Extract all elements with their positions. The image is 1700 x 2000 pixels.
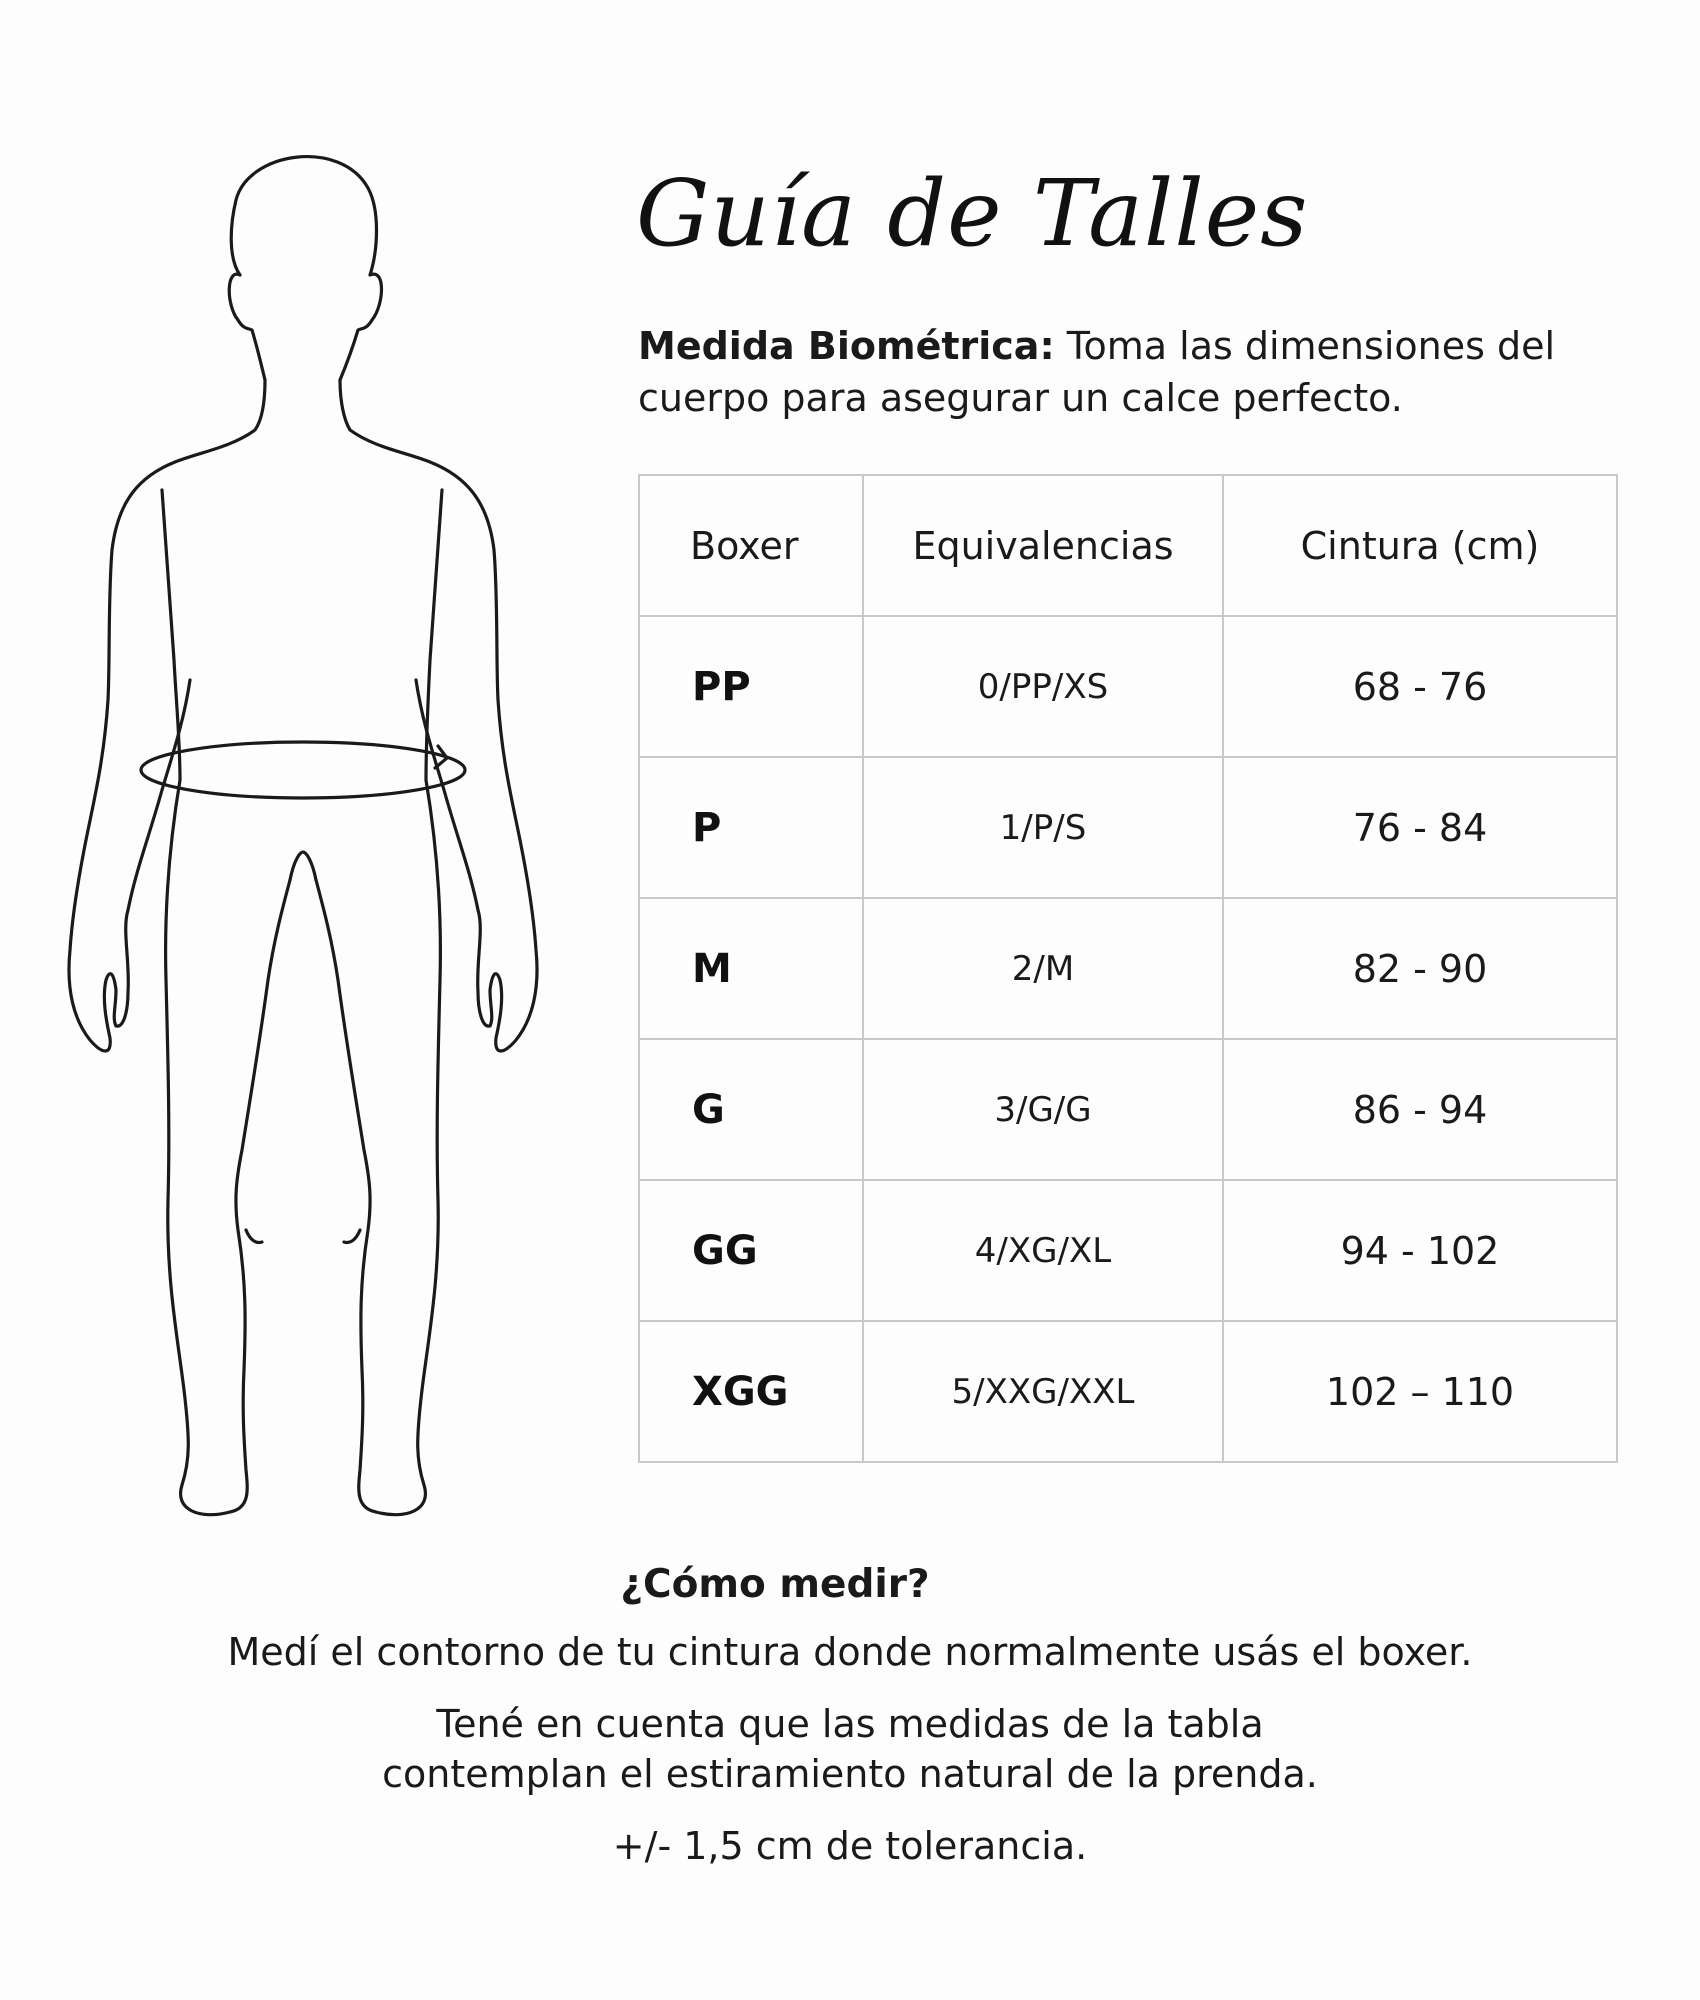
equivalence-cell: 1/P/S: [863, 757, 1223, 898]
equivalence-cell: 2/M: [863, 898, 1223, 1039]
size-cell: P: [639, 757, 863, 898]
how-to-measure-heading: ¿Cómo medir?: [620, 1562, 930, 1607]
waist-cell: 68 - 76: [1223, 616, 1617, 757]
stretch-note-line-1: Tené en cuenta que las medidas de la tabla: [436, 1702, 1264, 1746]
table-row: [639, 1180, 1617, 1321]
column-header-equivalencias: Equivalencias: [863, 475, 1223, 616]
how-to-measure-section: [0, 1555, 1700, 1871]
table-header-row: [639, 475, 1617, 616]
intro-label: Medida Biométrica:: [638, 324, 1055, 368]
size-cell: M: [639, 898, 863, 1039]
column-header-cintura: Cintura (cm): [1223, 475, 1617, 616]
table-row: [639, 1039, 1617, 1180]
equivalence-cell: 0/PP/XS: [863, 616, 1223, 757]
equivalence-cell: 3/G/G: [863, 1039, 1223, 1180]
equivalence-cell: 5/XXG/XXL: [863, 1321, 1223, 1462]
table-row: [639, 898, 1617, 1039]
waist-cell: 82 - 90: [1223, 898, 1617, 1039]
waist-cell: 102 – 110: [1223, 1321, 1617, 1462]
table-row: [639, 616, 1617, 757]
waist-cell: 76 - 84: [1223, 757, 1617, 898]
body-silhouette-illustration: [50, 140, 570, 1530]
intro-text: [638, 320, 1638, 424]
waist-cell: 94 - 102: [1223, 1180, 1617, 1321]
tolerance-note: +/- 1,5 cm de tolerancia.: [612, 1824, 1088, 1868]
size-cell: PP: [639, 616, 863, 757]
intro-description: Toma las dimensiones del cuerpo para asegurar un calce perfecto.: [638, 324, 1556, 420]
stretch-note: [0, 1699, 1700, 1799]
table-row: [639, 757, 1617, 898]
equivalence-cell: 4/XG/XL: [863, 1180, 1223, 1321]
size-cell: XGG: [639, 1321, 863, 1462]
body-outline-icon: [50, 140, 570, 1530]
size-cell: GG: [639, 1180, 863, 1321]
size-table: [638, 474, 1618, 1463]
page-title: Guía de Talles: [636, 160, 1309, 267]
size-cell: G: [639, 1039, 863, 1180]
waist-cell: 86 - 94: [1223, 1039, 1617, 1180]
stretch-note-line-2: contemplan el estiramiento natural de la prenda.: [382, 1752, 1318, 1796]
table-row: [639, 1321, 1617, 1462]
how-to-measure-instruction: Medí el contorno de tu cintura donde normalmente usás el boxer.: [227, 1630, 1473, 1674]
column-header-boxer: Boxer: [639, 475, 863, 616]
